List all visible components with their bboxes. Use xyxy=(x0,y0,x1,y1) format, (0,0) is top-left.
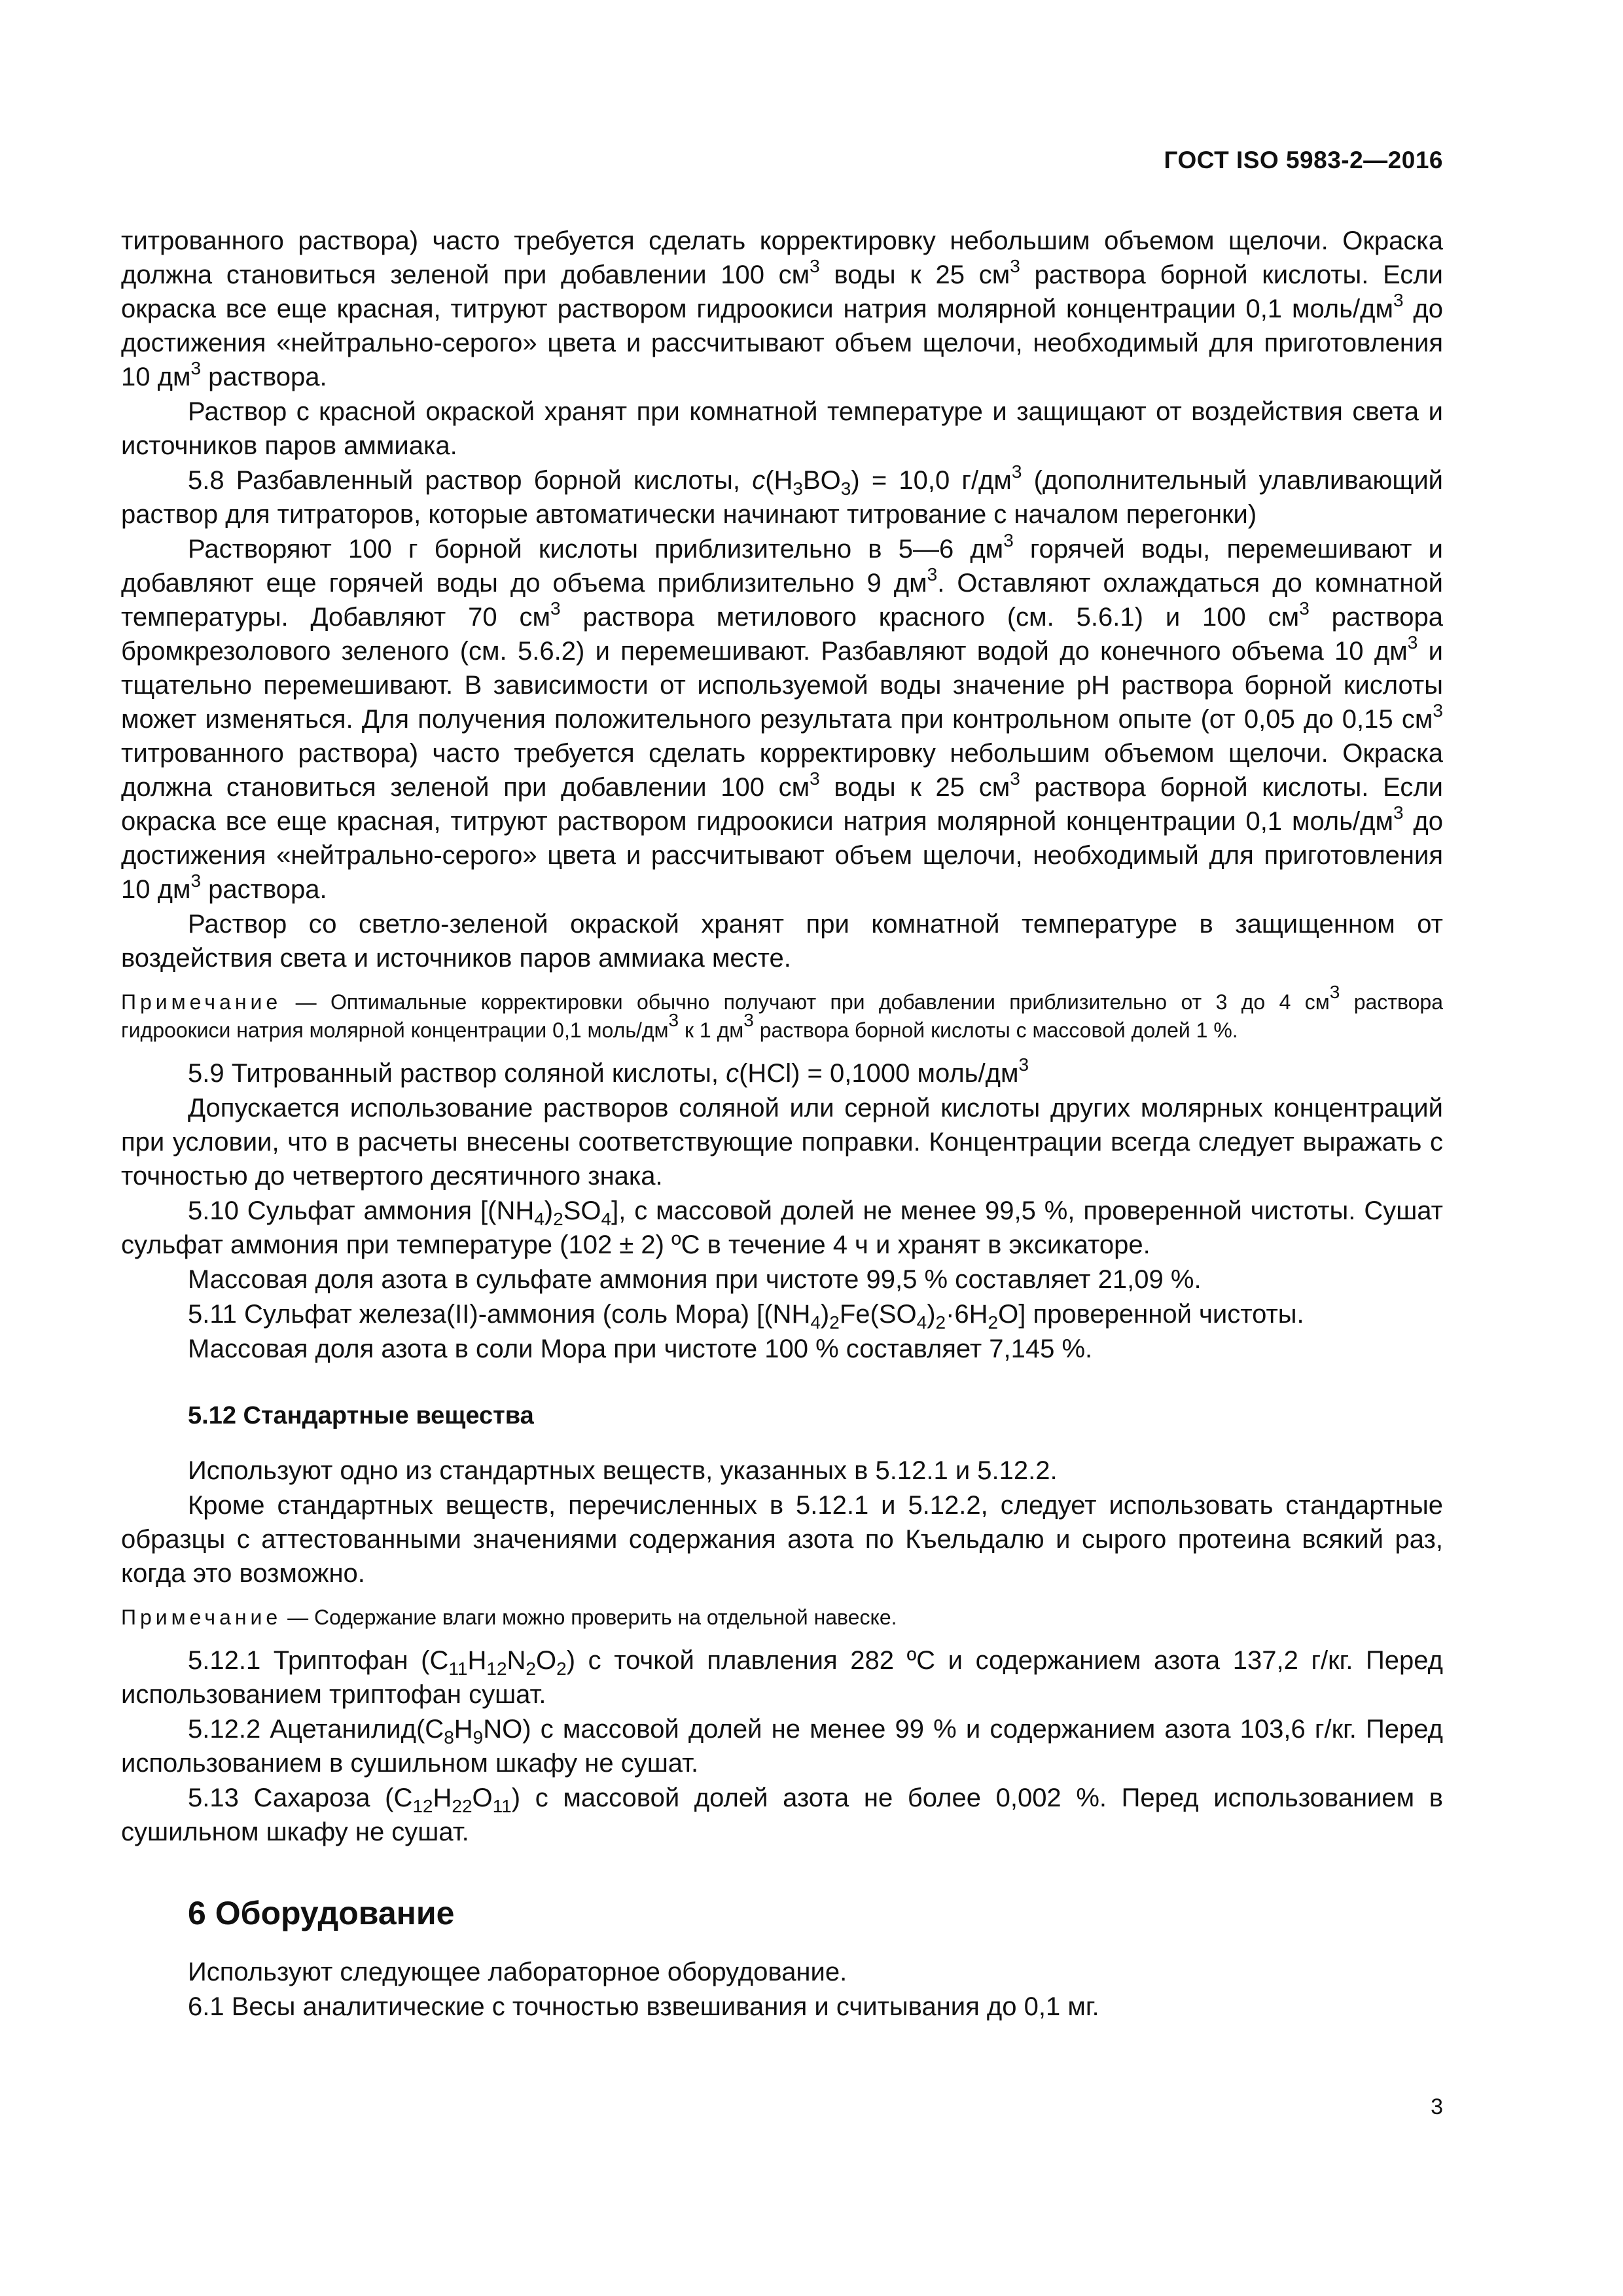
superscript: 3 xyxy=(1010,256,1020,276)
text-run: H xyxy=(467,1646,487,1675)
subscript: 2 xyxy=(553,1209,563,1229)
text-run: Кроме стандартных веществ, перечисленных в 5.12.1 и 5.12.2, следует использовать стандартные образцы с аттестованными значениями содержания азота по Къельдалю и сырого протеина всякий раз, когда это возможно. xyxy=(121,1491,1443,1588)
superscript: 3 xyxy=(1393,290,1404,310)
text-run: N xyxy=(507,1646,526,1675)
text-run: 5.12 Стандартные вещества xyxy=(188,1402,534,1429)
text-run: BO xyxy=(803,466,841,495)
text-run: 5.12.1 Триптофан (C xyxy=(188,1646,449,1675)
paragraph xyxy=(121,1454,1443,1488)
text-run: 5.11 Сульфат железа(II)-аммония (соль Мора) [(NH xyxy=(188,1300,811,1329)
subscript: 4 xyxy=(916,1312,927,1333)
text-run: — Оптимальные корректировки обычно получают при добавлении приблизительно от 3 до 4 см xyxy=(281,990,1330,1014)
paragraph xyxy=(121,1263,1443,1297)
superscript: 3 xyxy=(1018,1054,1029,1075)
text-run: ) xyxy=(927,1300,936,1329)
paragraph xyxy=(121,1643,1443,1712)
superscript: 3 xyxy=(1299,598,1310,619)
paragraph xyxy=(121,224,1443,394)
subscript: 12 xyxy=(412,1796,433,1816)
text-run: раствора борной кислоты. Если окраска все еще красная, титруют раствором гидроокиси натрия молярной концентрации 0,1 моль/дм xyxy=(121,260,1443,323)
text-run: воды к 25 см xyxy=(819,260,1010,289)
text-run: Раствор с красной окраской хранят при комнатной температуре и защищают от воздействия света и источников паров аммиака. xyxy=(121,397,1443,460)
text-run: Fe(SO xyxy=(839,1300,917,1329)
text-run: до достижения «нейтрально-серого» цвета и рассчитывают объем щелочи, необходимый для приготовления 10 дм xyxy=(121,807,1444,904)
subscript: 3 xyxy=(793,478,803,499)
text-run: до достижения «нейтрально-серого» цвета и рассчитывают объем щелочи, необходимый для приготовления 10 дм xyxy=(121,295,1444,391)
text-run: Раствор со светло-зеленой окраской хранят при комнатной температуре в защищенном от воздействия света и источников паров аммиака месте. xyxy=(121,910,1443,973)
superscript: 3 xyxy=(190,358,202,378)
text-run: ], с массовой долей не менее 99,5 %, проверенной чистоты. Сушат сульфат аммония при температуре (102 ± 2) ºС в течение 4 ч и хранят в эксикаторе. xyxy=(121,1196,1443,1259)
subscript: 4 xyxy=(601,1209,612,1229)
document-body xyxy=(121,224,1443,2024)
text-run: ) xyxy=(544,1196,554,1225)
text-run: горячей воды, перемешивают и добавляют еще горячей воды до объема приблизительно 9 дм xyxy=(121,535,1443,598)
text-run: к 1 дм xyxy=(679,1018,744,1042)
superscript: 3 xyxy=(1003,530,1014,550)
paragraph xyxy=(121,1712,1443,1780)
note xyxy=(121,982,1444,1045)
superscript: 3 xyxy=(1329,982,1340,1002)
text-run: раствора борной кислоты с массовой долей 1 %. xyxy=(753,1018,1238,1042)
document-header: ГОСТ ISO 5983-2—2016 xyxy=(1164,147,1443,173)
text-run: ) с точкой плавления 282 ºС и содержанием азота 137,2 г/кг. Перед использованием триптофан сушат. xyxy=(121,1646,1444,1709)
chapter-heading xyxy=(188,1896,1443,1930)
paragraph xyxy=(121,1990,1443,2024)
subscript: 22 xyxy=(452,1796,473,1816)
superscript: 3 xyxy=(668,1010,679,1030)
paragraph xyxy=(121,395,1443,463)
paragraph xyxy=(121,907,1443,975)
text-run: раствора борной кислоты. Если окраска все еще красная, титруют раствором гидроокиси натрия молярной концентрации 0,1 моль/дм xyxy=(121,773,1443,836)
superscript: 3 xyxy=(1010,768,1020,789)
text-run: раствора. xyxy=(201,363,327,391)
subscript: 11 xyxy=(448,1659,468,1679)
text-run: воды к 25 см xyxy=(819,773,1010,802)
superscript: 3 xyxy=(810,768,820,789)
text-run: — Содержание влаги можно проверить на отдельной навеске. xyxy=(281,1605,897,1629)
text-run: Массовая доля азота в соли Мора при чистоте 100 % составляет 7,145 %. xyxy=(188,1335,1093,1363)
paragraph xyxy=(121,1056,1443,1090)
text-run: Растворяют 100 г борной кислоты приблизительно в 5—6 дм xyxy=(188,535,1004,564)
note-label: Примечание xyxy=(121,990,282,1014)
paragraph xyxy=(121,1488,1443,1590)
text-run: титрованного раствора) часто требуется сделать корректировку небольшим объемом щелочи. Окраска должна становиться зеленой при добавлении 100 см xyxy=(121,739,1443,802)
text-run: раствора метилового красного (см. 5.6.1) и 100 см xyxy=(560,603,1300,632)
text-run: H xyxy=(433,1784,452,1812)
text-run: раствора бромкрезолового зеленого (см. 5.6.2) и перемешивают. Разбавляют водой до конечного объема 10 дм xyxy=(121,603,1443,666)
subscript: 2 xyxy=(526,1659,536,1679)
paragraph xyxy=(121,1332,1443,1366)
subscript: 3 xyxy=(840,478,851,499)
paragraph xyxy=(121,463,1443,531)
text-run: . Оставляют охлаждаться до комнатной температуры. Добавляют 70 см xyxy=(121,569,1443,632)
superscript: 3 xyxy=(927,564,938,584)
superscript: 3 xyxy=(1407,632,1418,653)
subscript: 9 xyxy=(473,1727,484,1748)
italic-symbol: c xyxy=(726,1059,740,1088)
text-run: титрованного раствора) часто требуется сделать корректировку небольшим объемом щелочи. Окраска должна становиться зеленой при добавлении 100 см xyxy=(121,226,1443,289)
superscript: 3 xyxy=(550,598,561,619)
paragraph xyxy=(121,1781,1443,1849)
text-run: 6 Оборудование xyxy=(188,1895,455,1931)
subscript: 2 xyxy=(556,1659,567,1679)
text-run: Массовая доля азота в сульфате аммония при чистоте 99,5 % составляет 21,09 %. xyxy=(188,1265,1202,1294)
text-run: (дополнительный улавливающий раствор для титраторов, которые автоматически начинают титрование с началом перегонки) xyxy=(121,466,1444,529)
section-heading xyxy=(188,1399,1443,1433)
subscript: 2 xyxy=(829,1312,840,1333)
paragraph xyxy=(121,1955,1443,1989)
text-run: Используют следующее лабораторное оборудование. xyxy=(188,1958,847,1986)
text-run: ) = 10,0 г/дм xyxy=(851,466,1012,495)
italic-symbol: c xyxy=(752,466,766,495)
superscript: 3 xyxy=(1393,802,1404,823)
superscript: 3 xyxy=(743,1010,754,1030)
subscript: 4 xyxy=(534,1209,544,1229)
text-run: Допускается использование растворов соляной или серной кислоты других молярных концентраций при условии, что в расчеты внесены соответствующие поправки. Концентрации всегда следует выражать с точностью до четвертого десятичного знака. xyxy=(121,1094,1443,1191)
note-label: Примечание xyxy=(121,1605,282,1629)
text-run: 5.10 Сульфат аммония [(NH xyxy=(188,1196,535,1225)
text-run: 5.8 Разбавленный раствор борной кислоты, xyxy=(188,466,753,495)
subscript: 2 xyxy=(988,1312,999,1333)
superscript: 3 xyxy=(810,256,820,276)
text-run: и тщательно перемешивают. В зависимости от используемой воды значение pH раствора борной кислоты может изменяться. Для получения положительного результата при контрольном опыте (от 0,05 до 0,15 см xyxy=(121,637,1443,734)
superscript: 3 xyxy=(190,870,202,891)
subscript: 4 xyxy=(810,1312,821,1333)
text-run: H xyxy=(454,1715,473,1744)
text-run: O xyxy=(472,1784,493,1812)
paragraph xyxy=(121,532,1443,906)
paragraph xyxy=(121,1091,1443,1193)
text-run: раствора гидроокиси натрия молярной концентрации 0,1 моль/дм xyxy=(121,990,1444,1042)
text-run: 5.9 Титрованный раствор соляной кислоты, xyxy=(188,1059,726,1088)
text-run: 6.1 Весы аналитические с точностью взвешивания и считывания до 0,1 мг. xyxy=(188,1992,1099,2021)
text-run: NO) с массовой долей не менее 99 % и содержанием азота 103,6 г/кг. Перед использованием в сушильном шкафу не сушат. xyxy=(121,1715,1444,1778)
text-run: 5.13 Сахароза (C xyxy=(188,1784,413,1812)
paragraph xyxy=(121,1297,1443,1331)
text-run: 5.12.2 Ацетанилид(C xyxy=(188,1715,444,1744)
text-run: Используют одно из стандартных веществ, указанных в 5.12.1 и 5.12.2. xyxy=(188,1456,1058,1485)
page-number: 3 xyxy=(1431,2094,1443,2119)
paragraph xyxy=(121,1194,1443,1262)
text-run: (HCl) = 0,1000 моль/дм xyxy=(739,1059,1019,1088)
note xyxy=(121,1604,1443,1632)
text-run: (H xyxy=(765,466,793,495)
text-run: ) xyxy=(820,1300,830,1329)
subscript: 8 xyxy=(444,1727,454,1748)
text-run: раствора. xyxy=(201,875,327,904)
superscript: 3 xyxy=(1433,700,1443,721)
subscript: 2 xyxy=(935,1312,946,1333)
subscript: 12 xyxy=(486,1659,507,1679)
text-run: O] проверенной чистоты. xyxy=(998,1300,1304,1329)
text-run: ) с массовой долей азота не более 0,002 %. Перед использованием в сушильном шкафу не сушат. xyxy=(121,1784,1444,1846)
text-run: ·6H xyxy=(946,1300,988,1329)
subscript: 11 xyxy=(492,1796,512,1816)
text-run: SO xyxy=(563,1196,601,1225)
text-run: O xyxy=(536,1646,557,1675)
superscript: 3 xyxy=(1011,461,1022,482)
